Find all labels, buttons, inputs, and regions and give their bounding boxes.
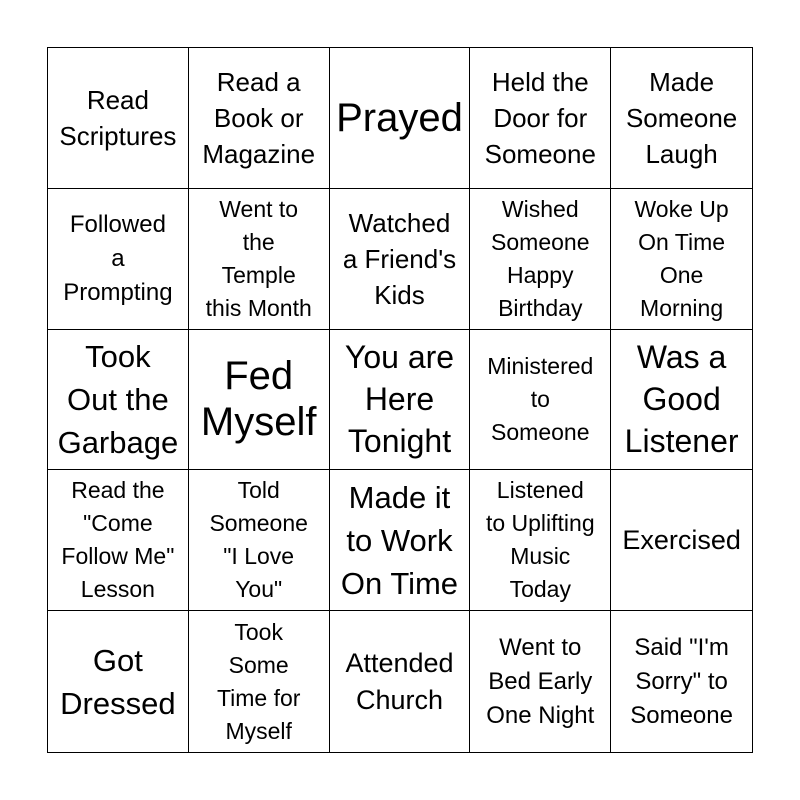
- bingo-cell-text: Exercised: [622, 524, 741, 555]
- bingo-cell-text: Made it to Work On Time: [340, 479, 459, 601]
- bingo-cell-r3c4[interactable]: [470, 330, 611, 471]
- bingo-cell-text: Told Someone "I Love You": [209, 477, 308, 603]
- bingo-cell-r5c5[interactable]: [611, 611, 752, 752]
- bingo-cell-text: Said "I'm Sorry" to Someone: [630, 633, 733, 729]
- bingo-cell-r1c2[interactable]: [189, 48, 330, 189]
- bingo-cell-text: Watched a Friend's Kids: [342, 207, 457, 310]
- bingo-cell-r2c4[interactable]: [470, 189, 611, 330]
- bingo-cell-r4c4[interactable]: [470, 470, 611, 611]
- bingo-cell-text: Listened to Uplifting Music Today: [485, 477, 595, 603]
- bingo-cell-r3c5[interactable]: [611, 330, 752, 471]
- bingo-cell-text: Attended Church: [345, 647, 454, 715]
- bingo-cell-r5c2[interactable]: [189, 611, 330, 752]
- bingo-cell-text: Made Someone Laugh: [625, 66, 738, 169]
- bingo-cell-text: Was a Good Listener: [624, 339, 739, 460]
- bingo-cell-text: Followed a Prompting: [63, 210, 173, 306]
- bingo-cell-text: Wished Someone Happy Birthday: [491, 195, 590, 321]
- bingo-cell-r4c3[interactable]: [330, 470, 471, 611]
- bingo-cell-r2c1[interactable]: [48, 189, 189, 330]
- bingo-cell-r5c3[interactable]: [330, 611, 471, 752]
- bingo-cell-text: Woke Up On Time One Morning: [634, 195, 729, 321]
- bingo-cell-r1c5[interactable]: [611, 48, 752, 189]
- bingo-cell-text: Prayed: [336, 95, 463, 140]
- bingo-cell-r2c3[interactable]: [330, 189, 471, 330]
- bingo-cell-r1c1[interactable]: [48, 48, 189, 189]
- bingo-cell-text: Got Dressed: [60, 642, 176, 721]
- bingo-cell-text: Read the "Come Follow Me" Lesson: [61, 477, 175, 603]
- bingo-cell-r4c2[interactable]: [189, 470, 330, 611]
- bingo-cell-text: Went to Bed Early One Night: [486, 633, 595, 729]
- bingo-board: [47, 47, 753, 753]
- bingo-cell-r5c4[interactable]: [470, 611, 611, 752]
- bingo-cell-r4c5[interactable]: [611, 470, 752, 611]
- bingo-cell-text: Held the Door for Someone: [484, 66, 596, 169]
- bingo-cell-r2c5[interactable]: [611, 189, 752, 330]
- bingo-cell-r1c3[interactable]: [330, 48, 471, 189]
- bingo-cell-r2c2[interactable]: [189, 189, 330, 330]
- bingo-cell-text: Went to the Temple this Month: [205, 195, 312, 321]
- bingo-cell-text: You are Here Tonight: [344, 339, 455, 460]
- bingo-cell-text: Fed Myself: [200, 354, 317, 445]
- bingo-cell-r3c3[interactable]: [330, 330, 471, 471]
- bingo-cell-text: Ministered to Someone: [487, 352, 594, 445]
- bingo-cell-text: Took Some Time for Myself: [216, 618, 301, 744]
- bingo-cell-r1c4[interactable]: [470, 48, 611, 189]
- bingo-cell-text: Took Out the Garbage: [57, 338, 179, 460]
- bingo-cell-text: Read Scriptures: [59, 84, 177, 151]
- bingo-cell-text: Read a Book or Magazine: [202, 66, 316, 169]
- bingo-cell-r4c1[interactable]: [48, 470, 189, 611]
- bingo-cell-r3c2[interactable]: [189, 330, 330, 471]
- bingo-cell-r3c1[interactable]: [48, 330, 189, 471]
- bingo-cell-r5c1[interactable]: [48, 611, 189, 752]
